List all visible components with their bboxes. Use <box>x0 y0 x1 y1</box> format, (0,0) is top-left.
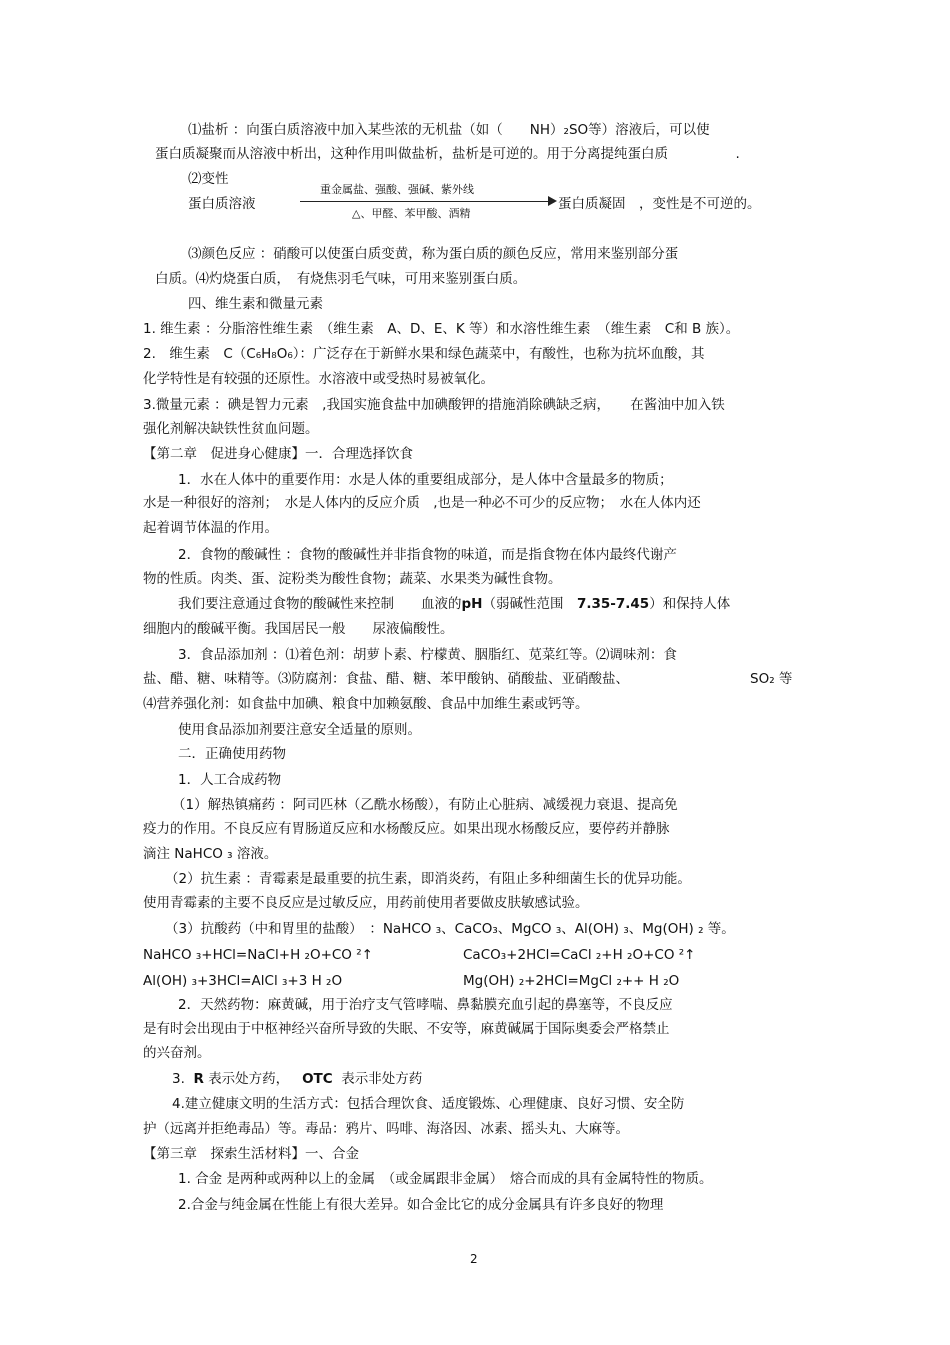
text-line: 起着调节体温的作用。 <box>143 520 278 536</box>
text-line: 蛋白质凝聚而从溶液中析出，这种作用叫做盐析，盐析是可逆的。用于分离提纯蛋白质 . <box>155 146 740 162</box>
text-line: 水是一种很好的溶剂； 水是人体内的反应介质 ,也是一种必不可少的反应物； 水在人体内还 <box>143 495 701 511</box>
text-line: 使用青霉素的主要不良反应是过敏反应，用药前使用者要做皮肤敏感试验。 <box>143 895 589 911</box>
text-line: 白质。⑷灼烧蛋白质， 有烧焦羽毛气味，可用来鉴别蛋白质。 <box>155 271 527 287</box>
reaction-arrow <box>300 201 550 202</box>
text-line: 滴注 NaHCO ₃ 溶液。 <box>143 846 278 862</box>
text-line: ⑴盐析 ：向蛋白质溶液中加入某些浓的无机盐（如（ NH）₂SO等）溶液后，可以使 <box>188 122 710 138</box>
arrow-condition-bottom: △、甲醛、苯甲酸、酒精 <box>352 207 471 220</box>
text-line: SO₂ 等 <box>750 671 793 687</box>
text-line: 1．人工合成药物 <box>178 772 282 788</box>
text-line: 疫力的作用。不良反应有胃肠道反应和水杨酸反应。如果出现水杨酸反应，要停药并静脉 <box>143 821 670 837</box>
text-line: 2．天然药物：麻黄碱，用于治疗支气管哮喘、鼻黏膜充血引起的鼻塞等，不良反应 <box>178 997 673 1013</box>
text-line: 物的性质。肉类、蛋、淀粉类为酸性食物；蔬菜、水果类为碱性食物。 <box>143 571 562 587</box>
text-line: （2）抗生素 ：青霉素是最重要的抗生素，即消炎药，有阻止多种细菌生长的优异功能。 <box>165 871 691 887</box>
text-span: 表示非处方药 <box>341 1071 423 1087</box>
text-line: ⑵变性 <box>188 171 229 187</box>
text-line <box>178 595 730 613</box>
text-line: ⑷营养强化剂：如食盐中加碘、粮食中加赖氨酸、食品中加维生素或钙等。 <box>143 696 589 712</box>
text-line: 1. 合金 是两种或两种以上的金属 （或金属跟非金属） 熔合而成的具有金属特性的物质。 <box>178 1171 713 1187</box>
text-line: （1）解热镇痛药 ：阿司匹林（乙酰水杨酸），有防止心脏病、减缓视力衰退、提高免 <box>172 797 678 813</box>
text-line: 1. 维生素 ：分脂溶性维生素 （维生素 A、D、E、K 等）和水溶性维生素 （维生素 C和 B 族）。 <box>143 321 740 337</box>
text-span: 3. <box>172 1071 185 1087</box>
text-span: 表示处方药， <box>208 1071 290 1087</box>
equation: CaCO₃+2HCl=CaCl ₂+H ₂O+CO ²↑ <box>463 947 696 963</box>
text-span: 我们要注意通过食物的酸碱性来控制 血液的 <box>178 596 462 612</box>
text-line: 化学特性是有较强的还原性。水溶液中或受热时易被氧化。 <box>143 371 494 387</box>
text-line: 2. 维生素 C（C₆H₈O₆）：广泛存在于新鲜水果和绿色蔬菜中，有酸性，也称为抗坏血酸，其 <box>143 346 705 362</box>
text-line: 是有时会出现由于中枢神经兴奋所导致的失眠、不安等，麻黄碱属于国际奥委会严格禁止 <box>143 1021 670 1037</box>
reaction-product: 蛋白质凝固 ，变性是不可逆的。 <box>558 196 761 212</box>
text-line: 2.合金与纯金属在性能上有很大差异。如合金比它的成分金属具有许多良好的物理 <box>178 1197 664 1213</box>
text-line: 使用食品添加剂要注意安全适量的原则。 <box>178 722 421 738</box>
text-line: 1．水在人体中的重要作用：水是人体的重要组成部分，是人体中含量最多的物质； <box>178 472 673 488</box>
reaction-reactant: 蛋白质溶液 <box>188 196 256 212</box>
text-line: 3.微量元素 ：碘是智力元素 ,我国实施食盐中加碘酸钾的措施消除碘缺乏病， 在酱油中加入铁 <box>143 397 725 413</box>
text-line: 盐、醋、糖、味精等。⑶防腐剂：食盐、醋、糖、苯甲酸钠、硝酸盐、亚硝酸盐、 <box>143 671 629 687</box>
section-heading: 二．正确使用药物 <box>178 746 286 762</box>
section-heading: 四、维生素和微量元素 <box>188 296 323 312</box>
text-line: 护（远离并拒绝毒品）等。毒品：鸦片、吗啡、海洛因、冰素、摇头丸、大麻等。 <box>143 1121 629 1137</box>
text-line: 的兴奋剂。 <box>143 1045 211 1061</box>
text-line: 2．食物的酸碱性 ：食物的酸碱性并非指食物的味道，而是指食物在体内最终代谢产 <box>178 547 677 563</box>
chapter-heading: 【第二章 促进身心健康】一．合理选择饮食 <box>143 446 413 462</box>
text-span: ）和保持人体 <box>649 596 731 612</box>
equation: Mg(OH) ₂+2HCl=MgCl ₂++ H ₂O <box>463 973 680 989</box>
text-line: ⑶颜色反应 ：硝酸可以使蛋白质变黄，称为蛋白质的颜色反应，常用来鉴别部分蛋 <box>188 246 679 262</box>
text-span: （弱碱性范围 <box>482 596 577 612</box>
ph-term: pH <box>461 596 483 612</box>
text-line: 细胞内的酸碱平衡。我国居民一般 尿液偏酸性。 <box>143 621 454 637</box>
text-line: （3）抗酸药（中和胃里的盐酸） ：NaHCO ₃、CaCO₃、MgCO ₃、Al(OH) ₃、Mg(OH) ₂ 等。 <box>165 921 735 937</box>
chapter-heading: 【第三章 探索生活材料】一、合金 <box>143 1146 359 1162</box>
ph-range: 7.35-7.45 <box>576 596 650 612</box>
equation: NaHCO ₃+HCl=NaCl+H ₂O+CO ²↑ <box>143 947 373 963</box>
text-line: 4.建立健康文明的生活方式：包括合理饮食、适度锻炼、心理健康、良好习惯、安全防 <box>172 1096 685 1112</box>
arrow-condition-top: 重金属盐、强酸、强碱、紫外线 <box>320 183 474 196</box>
text-line <box>172 1070 422 1088</box>
rx-term: R <box>193 1071 204 1087</box>
text-line: 3．食品添加剂 ：⑴着色剂：胡萝卜素、柠檬黄、胭脂红、苋菜红等。⑵调味剂：食 <box>178 647 677 663</box>
arrow-head-icon <box>548 196 557 206</box>
equation: Al(OH) ₃+3HCl=AlCl ₃+3 H ₂O <box>143 973 343 989</box>
otc-term: OTC <box>302 1071 333 1087</box>
page-number: 2 <box>470 1252 478 1266</box>
text-line: 强化剂解决缺铁性贫血问题。 <box>143 421 319 437</box>
